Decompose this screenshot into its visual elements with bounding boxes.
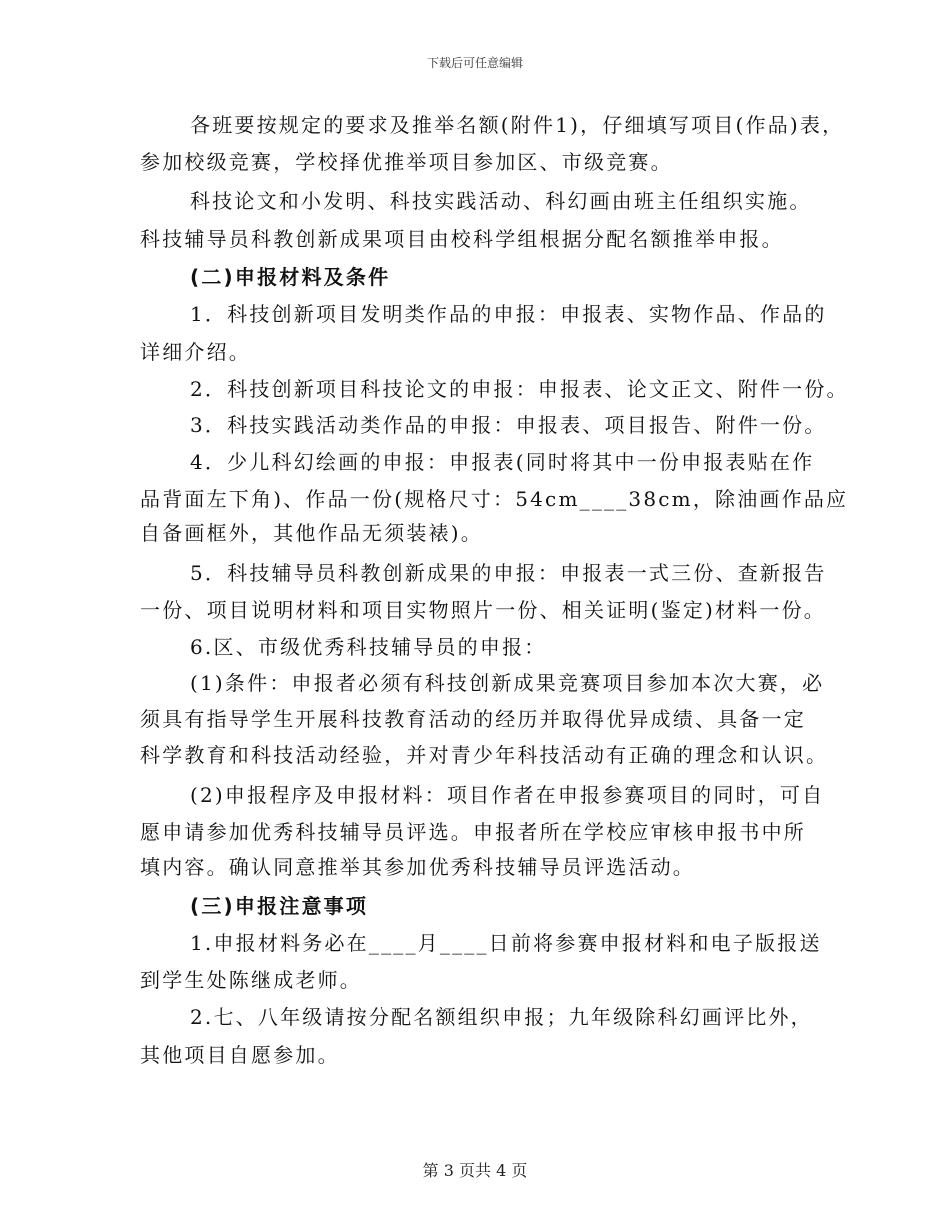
paragraph-line: 自备画框外，其他作品无须装裱)。 (140, 521, 484, 545)
paragraph-line: 科学教育和科技活动经验，并对青少年科技活动有正确的理念和认识。 (140, 743, 829, 767)
paragraph-line: 其他项目自愿参加。 (140, 1043, 340, 1067)
paragraph-line: 科技辅导员科教创新成果项目由校科学组根据分配名额推举申报。 (140, 227, 784, 251)
paragraph-line: (1)条件：申报者必须有科技创新成果竞赛项目参加本次大赛，必 (190, 671, 825, 695)
paragraph-line: 5．科技辅导员科教创新成果的申报：申报表一式三份、查新报告 (190, 561, 827, 585)
paragraph-line: 到学生处陈继成老师。 (140, 968, 362, 992)
paragraph-line: 愿申请参加优秀科技辅导员评选。申报者所在学校应审核申报书中所 (140, 820, 806, 844)
paragraph-line: 各班要按规定的要求及推举名额(附件1)，仔细填写项目(作品)表， (190, 113, 845, 137)
paragraph-line: 品背面左下角)、作品一份(规格尺寸：54cm____38cm，除油画作品应 (140, 487, 849, 511)
paragraph-line: 参加校级竞赛，学校择优推举项目参加区、市级竞赛。 (140, 150, 673, 174)
paragraph-line: 1．科技创新项目发明类作品的申报：申报表、实物作品、作品的 (190, 302, 827, 326)
paragraph-line: 详细介绍。 (140, 340, 251, 364)
paragraph-line: 填内容。确认同意推举其参加优秀科技辅导员评选活动。 (140, 855, 695, 879)
paragraph-line: 1.申报材料务必在____月____日前将参赛申报材料和电子版报送 (190, 931, 822, 955)
paragraph-line: 6.区、市级优秀科技辅导员的申报： (190, 635, 547, 659)
paragraph-line: 2．科技创新项目科技论文的申报：申报表、论文正文、附件一份。 (190, 377, 849, 401)
paragraph-line: 2.七、八年级请按分配名额组织申报；九年级除科幻画评比外， (190, 1005, 813, 1029)
paragraph-line: 须具有指导学生开展科技教育活动的经历并取得优异成绩、具备一定 (140, 707, 806, 731)
page-footer: 第 3 页共 4 页 (422, 1161, 528, 1180)
paragraph-line: 3．科技实践活动类作品的申报：申报表、项目报告、附件一份。 (190, 413, 827, 437)
section-heading: (三)申报注意事项 (190, 894, 369, 918)
paragraph-line: 4．少儿科幻绘画的申报：申报表(同时将其中一份申报表贴在作 (190, 450, 815, 474)
paragraph-line: 科技论文和小发明、科技实践活动、科幻画由班主任组织实施。 (190, 189, 812, 213)
section-heading: (二)申报材料及条件 (190, 265, 391, 289)
paragraph-line: 一份、项目说明材料和项目实物照片一份、相关证明(鉴定)材料一份。 (140, 598, 827, 622)
page-header: 下载后可任意编辑 (426, 56, 523, 70)
paragraph-line: (2)申报程序及申报材料：项目作者在申报参赛项目的同时，可自 (190, 783, 825, 807)
